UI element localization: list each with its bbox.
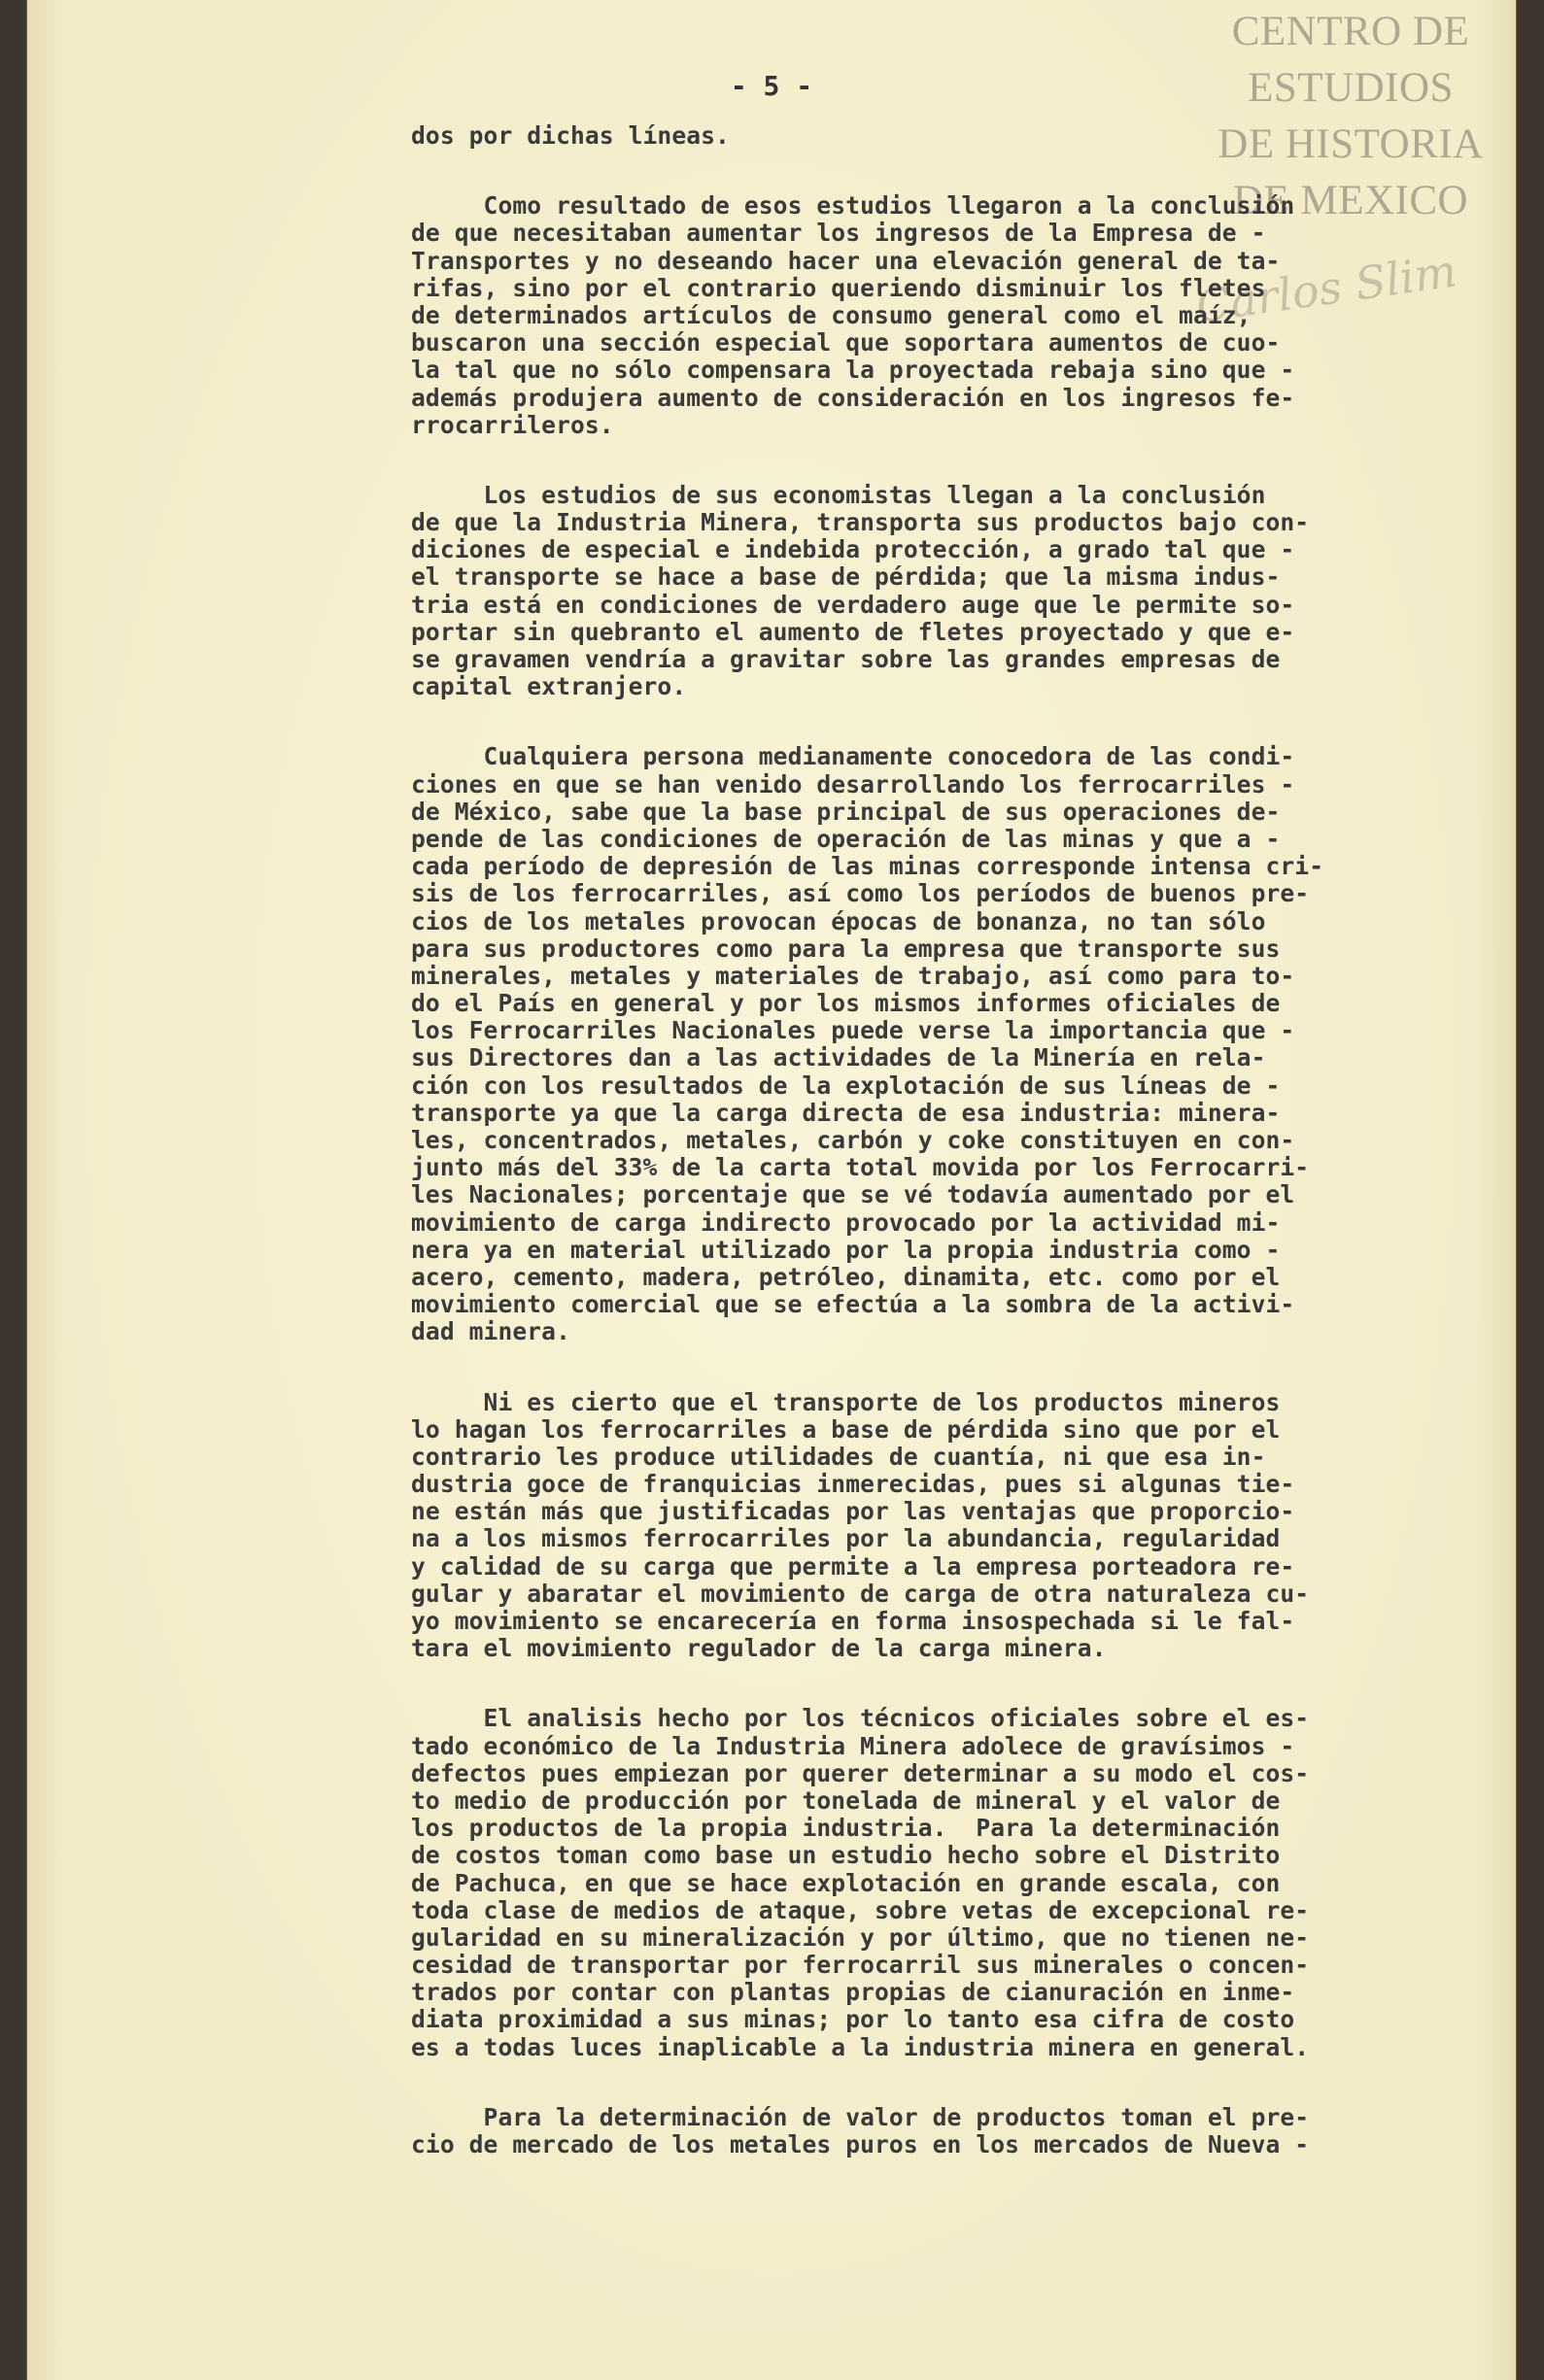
text-line: el transporte se hace a base de pérdida; que la misma indus- (411, 562, 1281, 592)
paragraph-gap (411, 439, 1544, 482)
text-line: acero, cemento, madera, petróleo, dinamita, etc. como por el (411, 1262, 1281, 1291)
text-line: nera ya en material utilizado por la propia industria como - (411, 1235, 1281, 1264)
paragraph-gap (411, 1346, 1544, 1389)
text-line: se gravamen vendría a gravitar sobre las grandes empresas de (411, 645, 1281, 673)
text-line: movimiento de carga indirecto provocado por la actividad mi- (411, 1207, 1281, 1237)
text-line: ne están más que justificadas por las ventajas que proporcio- (411, 1497, 1295, 1526)
paragraph (411, 482, 1544, 701)
text-line: diciones de especial e indebida protección, a grado tal que - (411, 535, 1295, 564)
text-line: Para la determinación de valor de productos toman el pre- (411, 2102, 1310, 2131)
watermark-line: CENTRO DE (1231, 9, 1470, 54)
text-line: tado económico de la Industria Minera adolece de gravísimos - (411, 1731, 1295, 1760)
paragraph-gap (411, 150, 1544, 192)
text-line: toda clase de medios de ataque, sobre vetas de excepcional re- (411, 1895, 1310, 1924)
text-line: de que necesitaban aumentar los ingresos de la Empresa de - (411, 219, 1266, 248)
text-line: les Nacionales; porcentaje que se vé todavía aumentado por el (411, 1180, 1295, 1209)
text-line: to medio de producción por tonelada de mineral y el valor de (411, 1785, 1281, 1815)
text-line: dad minera. (411, 1317, 570, 1346)
watermark-line: DE MEXICO (1232, 178, 1469, 223)
text-line: gular y abaratar el movimiento de carga de otra naturaleza cu- (411, 1579, 1310, 1608)
text-line: transporte ya que la carga directa de esa industria: minera- (411, 1098, 1281, 1127)
text-line: para sus productores como para la empresa que transporte sus (411, 934, 1281, 963)
paragraph (411, 192, 1544, 439)
text-line: es a todas luces inaplicable a la industria minera en general. (411, 2032, 1310, 2061)
text-line: contrario les produce utilidades de cuantía, ni que esa in- (411, 1442, 1266, 1471)
document-page (27, 0, 1516, 2380)
text-line: cios de los metales provocan épocas de bonanza, no tan sólo (411, 906, 1266, 935)
text-line: cada período de depresión de las minas corresponde intensa cri- (411, 852, 1324, 881)
text-line: de costos toman como base un estudio hecho sobre el Distrito (411, 1841, 1281, 1870)
text-line: buscaron una sección especial que soportara aumentos de cuo- (411, 328, 1281, 357)
text-line: además produjera aumento de consideración en los ingresos fe- (411, 383, 1295, 412)
text-line: cesidad de transportar por ferrocarril sus minerales o concen- (411, 1951, 1310, 1980)
text-line: y calidad de su carga que permite a la empresa porteadora re- (411, 1551, 1295, 1581)
text-line: Como resultado de esos estudios llegaron a la conclusión (411, 191, 1295, 221)
text-line: Ni es cierto que el transporte de los productos mineros (411, 1387, 1281, 1416)
text-line: dustria goce de franquicias inmerecidas, pues si algunas tie- (411, 1470, 1295, 1499)
paragraph (411, 1705, 1544, 2060)
text-line: movimiento comercial que se efectúa a la sombra de la activi- (411, 1290, 1295, 1319)
text-line: gularidad en su mineralización y por último, que no tienen ne- (411, 1922, 1310, 1952)
text-line: les, concentrados, metales, carbón y coke constituyen en con- (411, 1126, 1295, 1154)
text-line: de Pachuca, en que se hace explotación en grande escala, con (411, 1868, 1281, 1897)
watermark-line: ESTUDIOS (1248, 65, 1454, 111)
watermark-line: DE HISTORIA (1218, 121, 1484, 167)
paragraph (411, 122, 1544, 150)
text-line: sis de los ferrocarriles, así como los períodos de buenos pre- (411, 879, 1310, 908)
text-line: lo hagan los ferrocarriles a base de pérdida sino que por el (411, 1414, 1281, 1444)
paragraph-gap (411, 700, 1544, 743)
text-line: Transportes y no deseando hacer una elevación general de ta- (411, 246, 1281, 275)
page-number: - 5 - (730, 70, 813, 102)
text-line: yo movimiento se encarecería en forma insospechada si le fal- (411, 1607, 1295, 1635)
text-line: los productos de la propia industria. Para la determinación (411, 1814, 1281, 1843)
text-line: de que la Industria Minera, transporta sus productos bajo con- (411, 508, 1310, 537)
text-line: pende de las condiciones de operación de las minas y que a - (411, 824, 1281, 853)
text-line: cio de mercado de los metales puros en los mercados de Nueva - (411, 2130, 1310, 2159)
text-line: de México, sabe que la base principal de sus operaciones de- (411, 797, 1281, 826)
text-line: El analisis hecho por los técnicos oficiales sobre el es- (411, 1704, 1310, 1733)
text-line: junto más del 33% de la carta total movida por los Ferrocarri- (411, 1153, 1310, 1182)
paragraph-gap (411, 2061, 1544, 2104)
text-line: dos por dichas líneas. (411, 121, 730, 150)
text-line: portar sin quebranto el aumento de fletes proyectado y que e- (411, 617, 1295, 646)
paragraph-gap (411, 1662, 1544, 1705)
text-line: de determinados artículos de consumo general como el maíz, (411, 300, 1252, 329)
text-line: defectos pues empiezan por querer determinar a su modo el cos- (411, 1758, 1310, 1787)
text-line: trados por contar con plantas propias de cianuración en inme- (411, 1978, 1295, 2007)
text-line: capital extranjero. (411, 672, 687, 701)
text-line: tria está en condiciones de verdadero auge que le permite so- (411, 590, 1295, 619)
text-line: na a los mismos ferrocarriles por la abundancia, regularidad (411, 1524, 1281, 1553)
text-line: tara el movimiento regulador de la carga minera. (411, 1634, 1107, 1663)
paragraph (411, 1389, 1544, 1663)
paragraph (411, 2104, 1544, 2159)
text-line: rrocarrileros. (411, 410, 614, 439)
text-line: la tal que no sólo compensara la proyectada rebaja sino que - (411, 356, 1295, 385)
text-line: ciones en que se han venido desarrollando los ferrocarriles - (411, 769, 1295, 799)
text-line: ción con los resultados de la explotación de sus líneas de - (411, 1071, 1281, 1100)
signature-watermark: Carlos Slim (1192, 244, 1460, 333)
text-line: rifas, sino por el contrario queriendo disminuir los fletes (411, 273, 1266, 302)
paragraph (411, 743, 1544, 1345)
text-line: diata proximidad a sus minas; por lo tanto esa cifra de costo (411, 2005, 1295, 2034)
text-line: do el País en general y por los mismos informes oficiales de (411, 989, 1281, 1018)
text-line: los Ferrocarriles Nacionales puede verse la importancia que - (411, 1016, 1295, 1045)
text-line: sus Directores dan a las actividades de la Minería en rela- (411, 1043, 1266, 1072)
typewritten-body (411, 122, 1544, 2159)
text-line: Los estudios de sus economistas llegan a la conclusión (411, 480, 1266, 509)
text-line: minerales, metales y materiales de trabajo, así como para to- (411, 961, 1295, 990)
text-line: Cualquiera persona medianamente conocedora de las condi- (411, 742, 1295, 771)
